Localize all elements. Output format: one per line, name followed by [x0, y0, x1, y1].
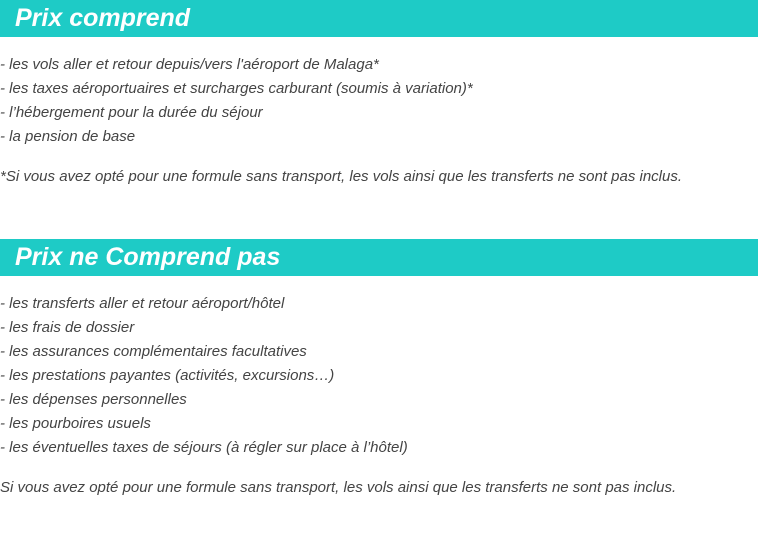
list-item: - l’hébergement pour la durée du séjour [0, 104, 263, 121]
includes-title: Prix comprend [15, 4, 191, 32]
excludes-header [0, 239, 758, 276]
list-item: - les pourboires usuels [0, 415, 151, 432]
list-item: - la pension de base [0, 128, 136, 145]
list-item: - les vols aller et retour depuis/vers l'aéroport de Malaga* [0, 56, 379, 73]
excludes-title: Prix ne Comprend pas [15, 243, 281, 271]
includes-note: *Si vous avez opté pour une formule sans transport, les vols ainsi que les transferts ne sont pas inclus. [0, 168, 683, 185]
excludes-list [0, 292, 408, 460]
excludes-note: Si vous avez opté pour une formule sans transport, les vols ainsi que les transferts ne sont pas inclus. [0, 479, 677, 496]
list-item: - les frais de dossier [0, 319, 135, 336]
includes-list [0, 53, 473, 149]
list-item: - les dépenses personnelles [0, 391, 187, 408]
list-item: - les prestations payantes (activités, excursions…) [0, 367, 335, 384]
includes-header [0, 0, 758, 37]
list-item: - les assurances complémentaires facultatives [0, 343, 307, 360]
list-item: - les taxes aéroportuaires et surcharges carburant (soumis à variation)* [0, 80, 473, 97]
list-item: - les transferts aller et retour aéroport/hôtel [0, 295, 285, 312]
list-item: - les éventuelles taxes de séjours (à régler sur place à l’hôtel) [0, 439, 408, 456]
